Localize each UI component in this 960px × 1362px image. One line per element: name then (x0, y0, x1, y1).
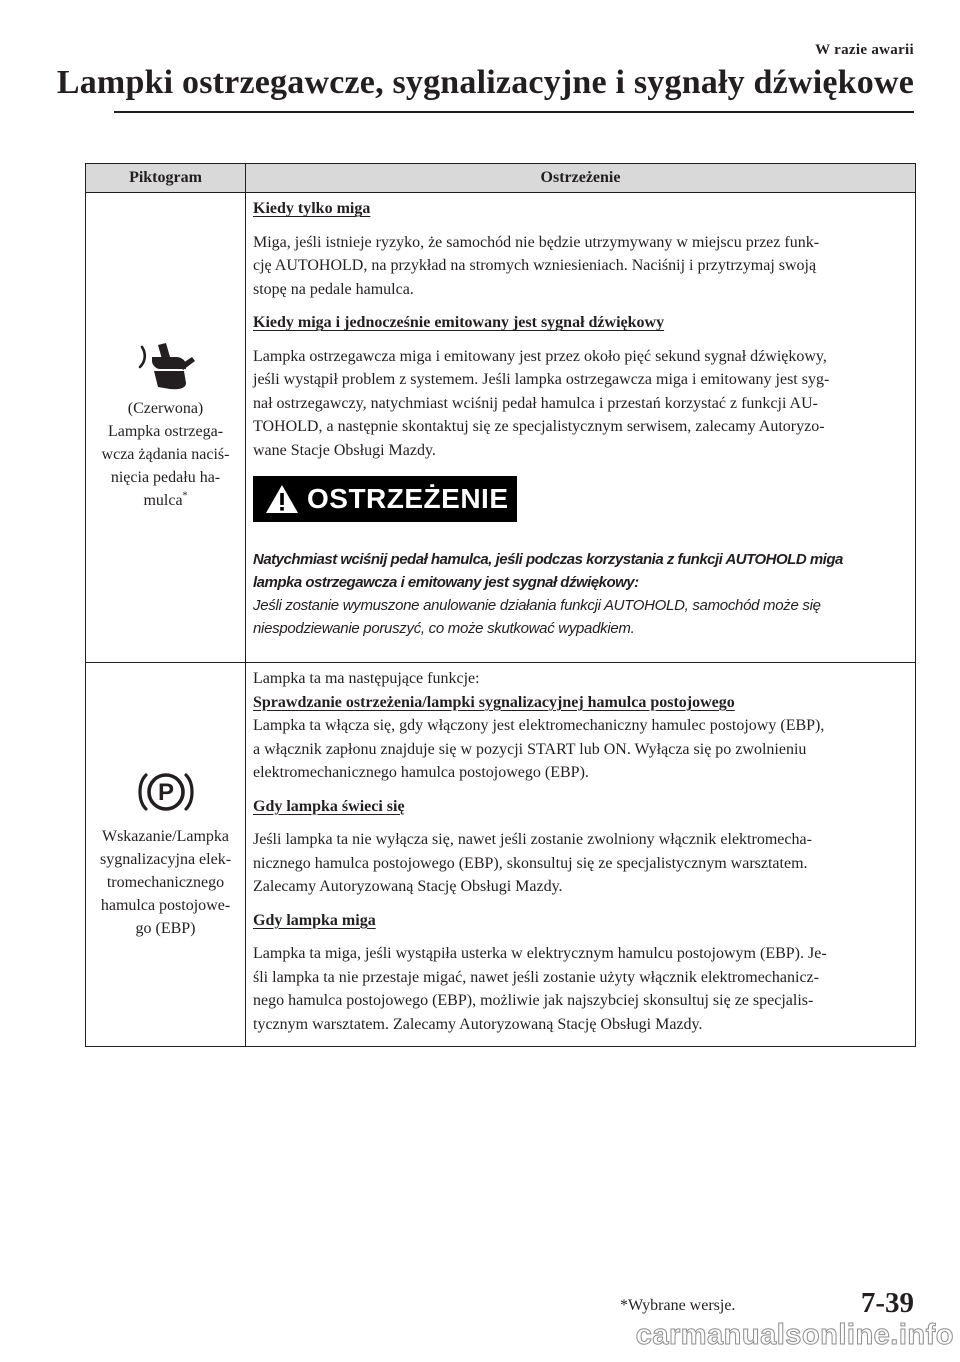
pictogram-label: tromechanicznego (106, 874, 225, 891)
pictogram-label: Lampka ostrzega- (107, 423, 224, 440)
warning-banner (253, 476, 517, 522)
subheading: Sprawdzanie ostrzeżenia/lampki sygnalizacyjnej hamulca postojowego (253, 693, 735, 711)
warning-description-cell (246, 663, 916, 1047)
pictogram-label (90, 489, 241, 512)
warning-italic-line: niespodziewanie poruszyć, co może skutkować wypadkiem. (253, 620, 635, 637)
warning-lights-table (85, 163, 916, 1047)
pictogram-label: nięcia pedału ha- (110, 469, 221, 486)
paragraph-line: Lampka ta włącza się, gdy włączony jest elektromechaniczny hamulec postojowy (EBP), (253, 717, 825, 734)
pictogram-label: wcza żądania naciś- (101, 446, 230, 463)
warning-italic-line: Jeśli zostanie wymuszone anulowanie działania funkcji AUTOHOLD, samochód może się (253, 597, 821, 614)
paragraph-line: TOHOLD, a następnie skontaktuj się ze specjalistycznym serwisem, zalecamy Autoryzo- (253, 418, 825, 435)
pictogram-label: sygnalizacyjna elek- (99, 851, 232, 868)
paragraph-line: wane Stacje Obsługi Mazdy. (253, 441, 436, 459)
svg-text:P: P (157, 779, 174, 806)
column-header-warning: Ostrzeżenie (246, 164, 916, 193)
warning-bold-line: Natychmiast wciśnij pedał hamulca, jeśli podczas korzystania z funkcji AUTOHOLD miga (253, 551, 843, 568)
pictogram-cell (86, 193, 246, 663)
paragraph-line: cję AUTOHOLD, na przykład na stromych wzniesieniach. Naciśnij i przytrzymaj swoją (253, 257, 817, 274)
pictogram-label-color: (Czerwona) (127, 400, 204, 417)
page-title: Lampki ostrzegawcze, sygnalizacyjne i sygnały dźwiękowe (56, 64, 914, 101)
watermark: carmanualsonline.info (635, 1319, 954, 1351)
subheading: Kiedy miga i jednocześnie emitowany jest sygnał dźwiękowy (253, 314, 665, 331)
pictogram-cell (86, 663, 246, 1047)
pictogram-label: go (EBP) (135, 920, 196, 937)
pictogram-label-text: mulca (143, 492, 183, 509)
paragraph-line: Jeśli lampka ta nie wyłącza się, nawet jeśli zostanie zwolniony włącznik elektromecha- (253, 831, 812, 848)
table-header-row (86, 164, 916, 193)
paragraph-line: śli lampka ta nie przestaje migać, nawet jeśli zostanie użyty włącznik elektromechanicz- (253, 968, 819, 986)
optional-equipment-asterisk: * (182, 490, 188, 502)
subheading: Gdy lampka świeci się (253, 797, 405, 815)
subheading: Gdy lampka miga (253, 911, 376, 929)
pictogram-label: Wskazanie/Lampka (101, 828, 230, 845)
paragraph-line: Lampka ta miga, jeśli wystąpiła usterka w elektrycznym hamulcu postojowym (EBP). Je- (253, 945, 827, 962)
paragraph-line: nicznego hamulca postojowego (EBP), skonsultuj się ze specjalistycznym warsztatem. (253, 854, 808, 872)
warning-description-cell (246, 193, 916, 663)
column-header-pictogram: Piktogram (86, 164, 246, 193)
paragraph-line: Miga, jeśli istnieje ryzyko, że samochód nie będzie utrzymywany w miejscu przez funk- (253, 233, 820, 251)
table-row (86, 193, 916, 663)
page-number: 7-39 (860, 1287, 914, 1319)
paragraph-line: Zalecamy Autoryzowaną Stację Obsługi Mazdy. (253, 878, 563, 895)
warning-triangle-icon (265, 484, 299, 514)
warning-bold-line: lampka ostrzegawcza i emitowany jest sygnał dźwiękowy: (253, 574, 639, 591)
header-rule (114, 111, 914, 113)
table-row (86, 663, 916, 1047)
paragraph-line: nał ostrzegawczy, natychmiast wciśnij pedał hamulca i przestań korzystać z funkcji AU- (253, 394, 818, 412)
paragraph-line: Lampka ta ma następujące funkcje: (253, 670, 480, 687)
subheading: Kiedy tylko miga (253, 200, 371, 217)
pictogram-label: hamulca postojowe- (100, 897, 231, 914)
section-label: W razie awarii (815, 42, 914, 58)
paragraph-line: stopę na pedale hamulca. (253, 280, 414, 298)
paragraph-line: tycznym warsztatem. Zalecamy Autoryzowaną Stację Obsługi Mazdy. (253, 1015, 703, 1033)
paragraph-line: Lampka ostrzegawcza miga i emitowany jest przez około pięć sekund sygnał dźwiękowy, (253, 347, 827, 365)
paragraph-line: nego hamulca postojowego (EBP), możliwie jak najszybciej skonsultuj się ze specjalis- (253, 992, 814, 1009)
paragraph-line: jeśli wystąpił problem z systemem. Jeśli lampka ostrzegawcza miga i emitowany jest syg- (253, 371, 830, 388)
paragraph-line: elektromechanicznego hamulca postojowego (EBP). (253, 764, 589, 781)
paragraph-line: a włącznik zapłonu znajduje się w pozycji START lub ON. Wyłącza się po zwolnieniu (253, 740, 807, 758)
footnote: *Wybrane wersje. (620, 1297, 736, 1314)
warning-banner-label: OSTRZEŻENIE (307, 483, 509, 515)
brake-pedal-press-icon (136, 343, 196, 391)
parking-brake-p-icon (135, 769, 197, 815)
